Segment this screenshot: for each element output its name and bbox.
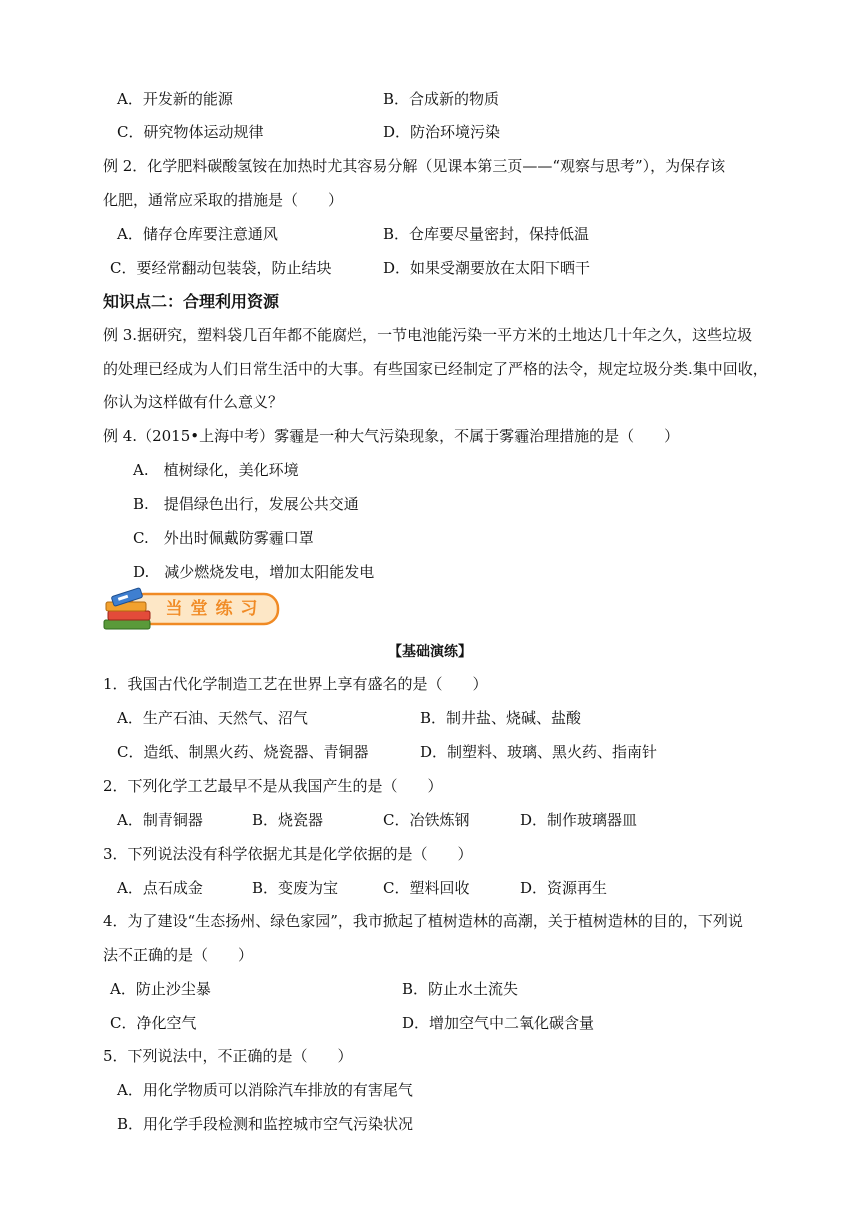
example-2-option-c: C．要经常翻动包装袋，防止结块 <box>110 259 332 277</box>
banner-title: 当 堂 练 习 <box>165 599 259 619</box>
question-3-option-c: C．塑料回收 <box>383 879 470 897</box>
question-4-option-d: D．增加空气中二氧化碳含量 <box>402 1014 595 1032</box>
option-a: A．开发新的能源 <box>117 90 233 108</box>
section-heading: 知识点二：合理利用资源 <box>103 292 280 311</box>
example-3-line-1: 例 3.据研究，塑料袋几百年都不能腐烂，一节电池能污染一平方米的土地达几十年之久，这些垃圾 <box>103 326 753 344</box>
question-4-option-c: C．净化空气 <box>110 1014 197 1032</box>
question-1-option-a: A．生产石油、天然气、沼气 <box>117 709 308 727</box>
option-b: B．合成新的物质 <box>383 90 500 108</box>
question-3-option-d: D．资源再生 <box>520 879 608 897</box>
example-2-line-2: 化肥，通常应采取的措施是（ ） <box>103 191 344 209</box>
question-1-option-d: D．制塑料、玻璃、黑火药、指南针 <box>420 743 658 761</box>
question-1-stem: 1．我国古代化学制造工艺在世界上享有盛名的是（ ） <box>103 675 488 693</box>
example-2-option-a: A．储存仓库要注意通风 <box>117 225 278 243</box>
question-1-option-b: B．制井盐、烧碱、盐酸 <box>420 709 582 727</box>
example-2-line-1: 例 2．化学肥料碳酸氢铵在加热时尤其容易分解（见课本第三页——“观察与思考”），为保存该 <box>103 157 726 175</box>
question-4-line-1: 4．为了建设“生态扬州、绿色家园”，我市掀起了植树造林的高潮，关于植树造林的目的，下列说 <box>103 912 743 930</box>
question-5-option-a: A．用化学物质可以消除汽车排放的有害尾气 <box>117 1081 413 1099</box>
question-5-option-b: B．用化学手段检测和监控城市空气污染状况 <box>117 1115 414 1133</box>
question-2-option-a: A．制青铜器 <box>117 811 203 829</box>
question-1-option-c: C．造纸、制黑火药、烧瓷器、青铜器 <box>117 743 369 761</box>
option-d: D．防治环境污染 <box>383 123 501 141</box>
question-3-option-b: B．变废为宝 <box>252 879 339 897</box>
example-4-question: 例 4.（2015•上海中考）雾霾是一种大气污染现象，不属于雾霾治理措施的是（ ） <box>103 427 680 445</box>
example-4-option-d: D. 减少燃烧发电，增加太阳能发电 <box>133 563 375 581</box>
question-3-option-a: A．点石成金 <box>117 879 203 897</box>
question-4-line-2: 法不正确的是（ ） <box>103 946 254 964</box>
example-3-line-3: 你认为这样做有什么意义？ <box>103 393 284 411</box>
question-5-stem: 5．下列说法中，不正确的是（ ） <box>103 1047 353 1065</box>
example-2-option-d: D．如果受潮要放在太阳下晒干 <box>383 259 591 277</box>
practice-heading: 【基础演练】 <box>388 644 472 660</box>
example-3-line-2: 的处理已经成为人们日常生活中的大事。有些国家已经制定了严格的法令，规定垃圾分类.集中回收， <box>103 360 768 378</box>
option-c: C．研究物体运动规律 <box>117 123 264 141</box>
question-2-option-d: D．制作玻璃器皿 <box>520 811 638 829</box>
example-4-option-a: A. 植树绿化，美化环境 <box>133 461 299 479</box>
question-2-option-b: B．烧瓷器 <box>252 811 324 829</box>
question-2-stem: 2．下列化学工艺最早不是从我国产生的是（ ） <box>103 777 443 795</box>
example-4-option-b: B. 提倡绿色出行，发展公共交通 <box>133 495 359 513</box>
question-2-option-c: C．冶铁炼钢 <box>383 811 470 829</box>
example-2-option-b: B．仓库要尽量密封，保持低温 <box>383 225 590 243</box>
question-3-stem: 3．下列说法没有科学依据尤其是化学依据的是（ ） <box>103 845 473 863</box>
example-4-option-c: C. 外出时佩戴防雾霾口罩 <box>133 529 314 547</box>
practice-banner <box>100 586 282 638</box>
question-4-option-b: B．防止水土流失 <box>402 980 519 998</box>
question-4-option-a: A．防止沙尘暴 <box>110 980 211 998</box>
